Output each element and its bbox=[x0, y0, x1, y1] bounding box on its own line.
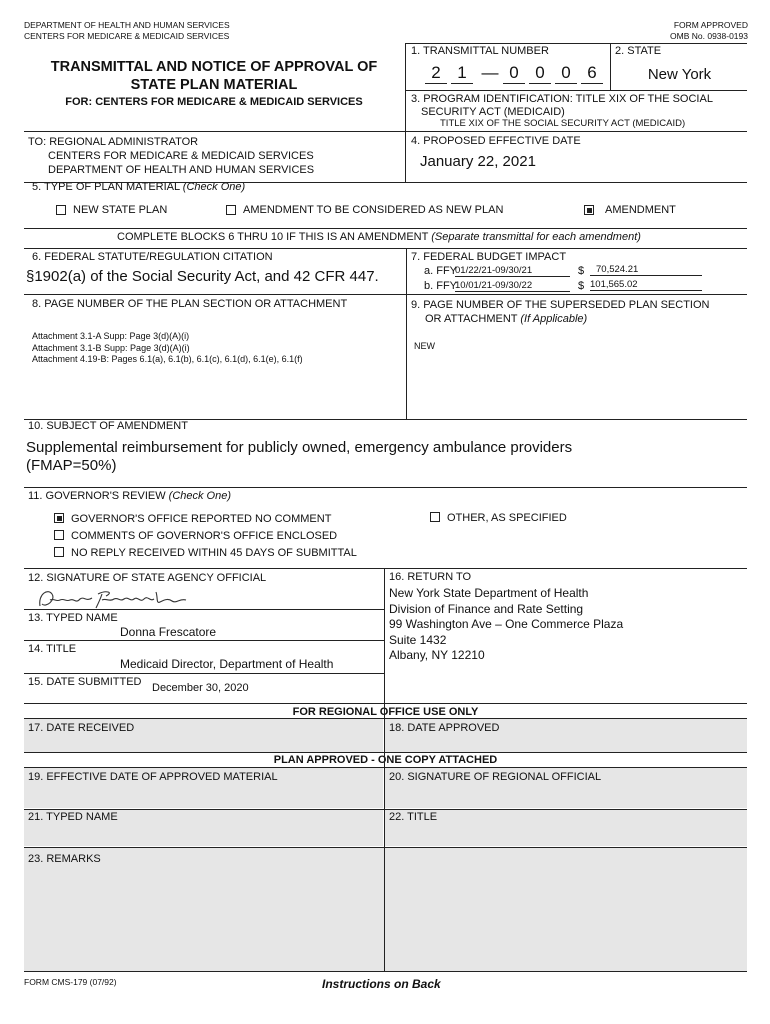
plan-page-line: Attachment 4.19-B: Pages 6.1(a), 6.1(b), 6.1(c), 6.1(d), 6.1(e), 6.1(f) bbox=[32, 354, 303, 364]
block12-label: 12. SIGNATURE OF STATE AGENCY OFFICIAL bbox=[28, 572, 267, 584]
block18-label: 18. DATE APPROVED bbox=[389, 722, 500, 734]
block13-label: 13. TYPED NAME bbox=[28, 612, 118, 624]
governor-no-reply-label: NO REPLY RECEIVED WITHIN 45 DAYS OF SUBMITTAL bbox=[71, 547, 357, 559]
block9-label-line1: 9. PAGE NUMBER OF THE SUPERSEDED PLAN SECTION bbox=[411, 299, 710, 311]
block9-label-note: (If Applicable) bbox=[520, 313, 588, 325]
amendment-checkbox[interactable] bbox=[584, 205, 594, 215]
governor-no-comment-label: GOVERNOR'S OFFICE REPORTED NO COMMENT bbox=[71, 513, 332, 525]
divider bbox=[406, 248, 407, 419]
divider bbox=[405, 43, 747, 44]
subject-line2: (FMAP=50%) bbox=[26, 457, 117, 474]
tn-digit-1: 2 bbox=[425, 63, 447, 84]
tn-dash: — bbox=[481, 63, 499, 82]
form-title bbox=[24, 58, 404, 94]
divider bbox=[610, 43, 611, 90]
block22-label: 22. TITLE bbox=[389, 811, 438, 823]
block6-label: 6. FEDERAL STATUTE/REGULATION CITATION bbox=[32, 251, 273, 263]
department-line1: DEPARTMENT OF HEALTH AND HUMAN SERVICES bbox=[24, 20, 230, 30]
block16-label: 16. RETURN TO bbox=[389, 571, 472, 583]
omb-number: OMB No. 0938-0193 bbox=[670, 31, 748, 41]
governor-comments-enclosed-label: COMMENTS OF GOVERNOR'S OFFICE ENCLOSED bbox=[71, 530, 338, 542]
block1-label: 1. TRANSMITTAL NUMBER bbox=[411, 45, 549, 57]
to-block bbox=[28, 135, 314, 177]
divider bbox=[24, 609, 384, 610]
return-address-line: New York State Department of Health bbox=[389, 586, 589, 600]
block10-label: 10. SUBJECT OF AMENDMENT bbox=[28, 420, 188, 432]
block8-label: 8. PAGE NUMBER OF THE PLAN SECTION OR ATTACHMENT bbox=[32, 298, 348, 310]
amendment-label: AMENDMENT bbox=[605, 204, 676, 216]
block9-label bbox=[411, 298, 710, 326]
remarks-field[interactable] bbox=[24, 848, 747, 971]
divider bbox=[24, 718, 747, 719]
governor-other-checkbox[interactable] bbox=[430, 512, 440, 522]
ffy-b-amount[interactable]: 101,565.02 bbox=[590, 279, 702, 291]
ffy-b-dollar: $ bbox=[578, 280, 585, 292]
plan-page-line: Attachment 3.1-A Supp: Page 3(d)(A)(i) bbox=[32, 331, 190, 341]
subject-line1: Supplemental reimbursement for publicly owned, emergency ambulance providers bbox=[26, 439, 573, 456]
block21-label: 21. TYPED NAME bbox=[28, 811, 118, 823]
tn-digit-3: 0 bbox=[503, 63, 525, 84]
divider bbox=[24, 294, 747, 295]
block9-label-line2: OR ATTACHMENT bbox=[425, 313, 518, 325]
effective-date-value[interactable]: January 22, 2021 bbox=[420, 153, 536, 170]
return-address-line: Division of Finance and Rate Setting bbox=[389, 601, 584, 616]
ffy-b-label: b. FFY bbox=[424, 280, 458, 292]
program-id-value[interactable]: TITLE XIX OF THE SOCIAL SECURITY ACT (MEDICAID) bbox=[440, 118, 686, 129]
divider bbox=[24, 767, 747, 768]
block4-label: 4. PROPOSED EFFECTIVE DATE bbox=[411, 135, 581, 147]
to-line3: DEPARTMENT OF HEALTH AND HUMAN SERVICES bbox=[48, 164, 315, 176]
block23-label: 23. REMARKS bbox=[28, 853, 101, 865]
date-submitted-value[interactable]: December 30, 2020 bbox=[152, 682, 249, 694]
new-state-plan-label: NEW STATE PLAN bbox=[73, 204, 168, 216]
amendment-as-new-plan-checkbox[interactable] bbox=[226, 205, 236, 215]
divider bbox=[24, 228, 747, 229]
tn-digit-5: 0 bbox=[555, 63, 577, 84]
tn-digit-2: 1 bbox=[451, 63, 473, 84]
state-value[interactable]: New York bbox=[647, 66, 712, 83]
divider bbox=[24, 847, 747, 848]
divider bbox=[24, 248, 747, 249]
block17-label: 17. DATE RECEIVED bbox=[28, 722, 135, 734]
return-address-line: 99 Washington Ave – One Commerce Plaza bbox=[389, 617, 624, 631]
block7-label: 7. FEDERAL BUDGET IMPACT bbox=[411, 251, 567, 263]
block11-label-note: (Check One) bbox=[168, 490, 232, 502]
tn-digit-4: 0 bbox=[529, 63, 551, 84]
block11-label-text: 11. GOVERNOR'S REVIEW bbox=[28, 490, 166, 502]
ffy-a-dollar: $ bbox=[578, 265, 585, 277]
statute-citation-value[interactable]: §1902(a) of the Social Security Act, and 42 CFR 447. bbox=[26, 268, 379, 285]
return-address-line: Albany, NY 12210 bbox=[389, 648, 485, 662]
block15-label: 15. DATE SUBMITTED bbox=[28, 676, 142, 688]
divider bbox=[384, 568, 385, 971]
block5-label-text: 5. TYPE OF PLAN MATERIAL bbox=[32, 181, 180, 193]
divider bbox=[24, 971, 747, 972]
complete-note-italic: (Separate transmittal for each amendment) bbox=[431, 231, 641, 243]
new-state-plan-checkbox[interactable] bbox=[56, 205, 66, 215]
return-address-line: Suite 1432 bbox=[389, 632, 447, 647]
divider bbox=[24, 568, 747, 569]
ffy-a-period[interactable]: 01/22/21-09/30/21 bbox=[455, 265, 570, 277]
block19-label: 19. EFFECTIVE DATE OF APPROVED MATERIAL bbox=[28, 771, 278, 783]
typed-name-value[interactable]: Donna Frescatore bbox=[120, 625, 217, 639]
regional-office-header: FOR REGIONAL OFFICE USE ONLY bbox=[292, 706, 479, 718]
plan-page-line: Attachment 3.1-B Supp: Page 3(d)(A)(i) bbox=[32, 342, 190, 353]
superseded-pages-value[interactable]: NEW bbox=[414, 341, 435, 351]
instructions-link[interactable]: Instructions on Back bbox=[322, 977, 441, 991]
divider bbox=[24, 131, 747, 132]
divider bbox=[24, 182, 747, 183]
form-approved-text: FORM APPROVED bbox=[673, 20, 748, 30]
block2-label: 2. STATE bbox=[615, 45, 662, 57]
block3-label bbox=[411, 93, 713, 119]
divider bbox=[24, 673, 384, 674]
divider bbox=[24, 419, 747, 420]
divider bbox=[405, 90, 747, 91]
divider bbox=[24, 809, 747, 810]
block5-label-note: (Check One) bbox=[182, 181, 246, 193]
divider bbox=[24, 487, 747, 488]
governor-no-reply-checkbox[interactable] bbox=[54, 547, 64, 557]
return-address[interactable] bbox=[389, 586, 623, 664]
block14-label: 14. TITLE bbox=[28, 643, 77, 655]
divider bbox=[405, 43, 406, 182]
governor-other-label: OTHER, AS SPECIFIED bbox=[447, 512, 567, 524]
complete-blocks-note bbox=[117, 231, 641, 243]
ffy-a-label: a. FFY bbox=[424, 265, 458, 277]
divider bbox=[24, 640, 384, 641]
department-line2: CENTERS FOR MEDICARE & MEDICAID SERVICES bbox=[24, 31, 230, 41]
ffy-a-amount[interactable]: 70,524.21 bbox=[590, 264, 702, 276]
tn-digit-6: 6 bbox=[581, 63, 603, 84]
block3-label-line2: SECURITY ACT (MEDICAID) bbox=[421, 106, 565, 118]
regional-title-field[interactable] bbox=[385, 810, 747, 846]
form-for-line: FOR: CENTERS FOR MEDICARE & MEDICAID SERVICES bbox=[65, 96, 363, 108]
divider bbox=[24, 703, 747, 704]
omb-header bbox=[670, 20, 748, 42]
amendment-subject[interactable] bbox=[26, 439, 572, 475]
governor-comments-enclosed-checkbox[interactable] bbox=[54, 530, 64, 540]
official-title-value[interactable]: Medicaid Director, Department of Health bbox=[120, 657, 334, 671]
plan-approved-header: PLAN APPROVED - ONE COPY ATTACHED bbox=[273, 754, 498, 766]
block20-label: 20. SIGNATURE OF REGIONAL OFFICIAL bbox=[389, 771, 602, 783]
block3-label-line1: 3. PROGRAM IDENTIFICATION: TITLE XIX OF THE SOCIAL bbox=[411, 93, 713, 105]
amendment-as-new-plan-label: AMENDMENT TO BE CONSIDERED AS NEW PLAN bbox=[243, 204, 504, 216]
to-line2: CENTERS FOR MEDICARE & MEDICAID SERVICES bbox=[48, 150, 314, 162]
plan-section-pages[interactable] bbox=[32, 331, 303, 366]
to-line1: TO: REGIONAL ADMINISTRATOR bbox=[28, 136, 199, 148]
form-title-line2: STATE PLAN MATERIAL bbox=[130, 77, 298, 93]
department-header bbox=[24, 20, 230, 42]
form-id: FORM CMS-179 (07/92) bbox=[24, 977, 117, 987]
divider bbox=[24, 752, 747, 753]
governor-no-comment-checkbox[interactable] bbox=[54, 513, 64, 523]
ffy-b-period[interactable]: 10/01/21-09/30/22 bbox=[455, 280, 570, 292]
transmittal-number-field[interactable] bbox=[425, 63, 605, 83]
complete-note-text: COMPLETE BLOCKS 6 THRU 10 IF THIS IS AN AMENDMENT bbox=[117, 231, 429, 243]
form-title-line1: TRANSMITTAL AND NOTICE OF APPROVAL OF bbox=[50, 59, 378, 75]
block11-label bbox=[28, 490, 231, 502]
